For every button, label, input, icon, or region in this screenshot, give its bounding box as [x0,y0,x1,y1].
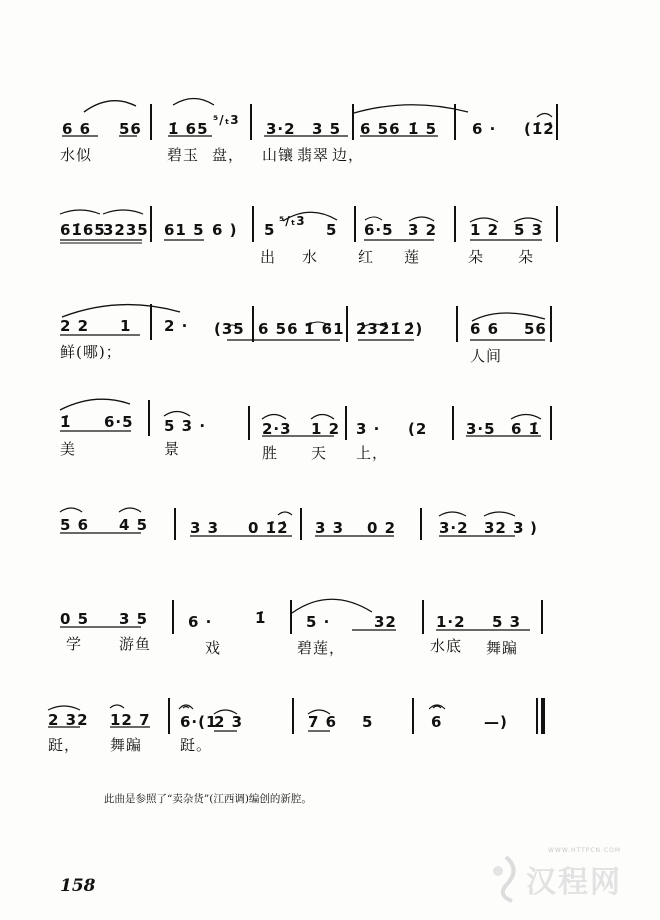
bar-line [292,698,294,734]
note-group: 5 [264,221,276,239]
bar-line [168,698,170,734]
lyric: 舞蹁 [110,736,143,754]
bar-line [352,104,354,140]
lyric: 水 [302,248,319,266]
lyric: 天 [311,444,328,462]
note-group: 1 2 [470,221,500,239]
note-group: 6 ) [212,221,238,239]
lyric: 跹， [48,736,81,754]
bar-line [452,406,454,440]
note-group: 2·3 [262,420,292,438]
bar-line [556,206,558,242]
note-group: 3 5 [119,610,149,628]
bar-line [346,306,348,342]
note-group: 5 3 [514,221,544,239]
note-group: 6·5 [364,221,394,239]
note-group: 61 5 [164,221,205,239]
lyric: 舞蹁 [486,639,519,657]
note-group: 7 6 [308,713,338,731]
lyric: 戏 [205,639,222,657]
note-group: 1̇ 5 [408,120,438,138]
note-group: 1̇ [60,413,72,431]
note-group: 1 [120,317,132,335]
bar-line [150,304,152,340]
lyric: 人间 [470,347,503,365]
footer-note: 此曲是参照了“卖杂货”(江西调)编创的新腔。 [104,793,312,805]
lyric: 莲 [404,248,421,266]
note-group: (35 [214,320,245,338]
bar-line [174,508,176,540]
note-group: —) [484,713,508,731]
note-group: 3·2 [266,120,296,138]
lyric: 上， [356,444,389,462]
note-group: 6 6 [470,320,500,338]
note-group: 2 3 [214,713,244,731]
note-group: 1̇ 65 [168,120,209,138]
watermark-logo-icon [486,853,526,903]
bar-line [550,306,552,342]
lyric: 碧莲， [297,639,346,657]
bar-line [148,400,150,436]
note-group: 3235 [103,221,149,239]
lyric: 盘， [212,146,245,164]
note-group: 6·(1 [180,713,218,731]
note-group: (1̇2̇ [524,120,555,138]
note-group: 0 1̇2̇ [248,519,289,537]
final-bar-line-thin [536,698,538,734]
bar-line [252,206,254,242]
lyric: 边， [332,146,365,164]
note-group: 3 · [356,420,381,438]
bar-line [150,104,152,140]
note-group: 2̇) [404,320,424,338]
note-group: ) [530,519,538,537]
note-group: 3 3 [315,519,345,537]
bar-line [250,104,252,140]
lyric: 景 [164,440,181,458]
bar-line [252,306,254,342]
lyric: 碧玉 [167,146,200,164]
note-group: 6 1̇ [511,420,541,438]
note-group: 2 2 [60,317,90,335]
bar-line [422,600,424,634]
watermark-site: WWW.HTTPCN.COM [548,847,622,854]
note-group: 12 7 [110,711,151,729]
note-group: 1̇ [255,609,267,627]
note-group: (2 [408,420,428,438]
bar-line [300,508,302,540]
watermark-brand: 汉程网 [526,865,622,900]
lyric: 鲜(哪)； [60,343,122,361]
note-group: 3 2 [408,221,438,239]
watermark [486,847,636,913]
note-group: 0 2 [367,519,397,537]
lyric: 美 [60,440,77,458]
note-group: 6 [431,713,443,731]
bar-line [454,206,456,242]
lyric: 学 [66,635,83,653]
bar-line [150,206,152,242]
bar-line [354,206,356,242]
bar-line [172,600,174,634]
note-group: 56 [524,320,547,338]
note-group: 6·5 [104,413,134,431]
note-group: 6 56 [258,320,299,338]
lyric: 山镶 [262,146,295,164]
note-group: 4 5 [119,516,149,534]
grace-note: ⁵/ₜ3 [213,113,240,127]
bar-line [420,508,422,540]
lyric: 水底 [430,637,463,655]
note-group: 2 · [164,317,189,335]
note-group: 32 3 [484,519,525,537]
note-group: 0 5 [60,610,90,628]
lyric: 胜 [262,444,279,462]
note-group: 2 32 [48,711,89,729]
note-group: 3·2 [439,519,469,537]
note-group: 1·2 [436,613,466,631]
lyric: 水似 [60,146,93,164]
note-group: 3 5 [312,120,342,138]
bar-line [248,406,250,440]
lyric: 游鱼 [119,635,152,653]
lyric: 朵 [468,248,485,266]
note-group: 5 · [306,613,331,631]
lyric: 跹。 [180,736,213,754]
note-group: 5 3 [492,613,522,631]
note-group: 5 [326,221,338,239]
note-group: 1̇ 61 [304,320,345,338]
lyric: 朵 [518,248,535,266]
bar-line [556,104,558,140]
note-group: 3 3 [190,519,220,537]
note-group: 3·5 [466,420,496,438]
note-group: 32 [374,613,397,631]
note-group: 6 · [188,613,213,631]
bar-line [456,306,458,342]
lyric: 出 [260,248,277,266]
bar-line [541,600,543,634]
final-bar-line-thick [541,698,545,734]
note-group: 6 · [472,120,497,138]
note-group: 61̇65 [60,221,106,239]
bar-line [550,406,552,440]
bar-line [454,104,456,140]
grace-note: ⁵/ₜ3 [279,214,306,228]
note-group: 1 2 [311,420,341,438]
note-group: 5 3 · [164,417,207,435]
bar-line [290,600,292,634]
page-number: 158 [60,876,96,896]
bar-line [412,698,414,734]
note-group: 2̇32̇1̇ [356,320,402,338]
lyric: 翡翠 [297,146,330,164]
note-group: 56 [119,120,142,138]
lyric: 红 [358,248,375,266]
note-group: 5 [362,713,374,731]
note-group: 6 56 [360,120,401,138]
note-group: 6 6 [62,120,92,138]
bar-line [345,406,347,440]
note-group: 5 6 [60,516,90,534]
